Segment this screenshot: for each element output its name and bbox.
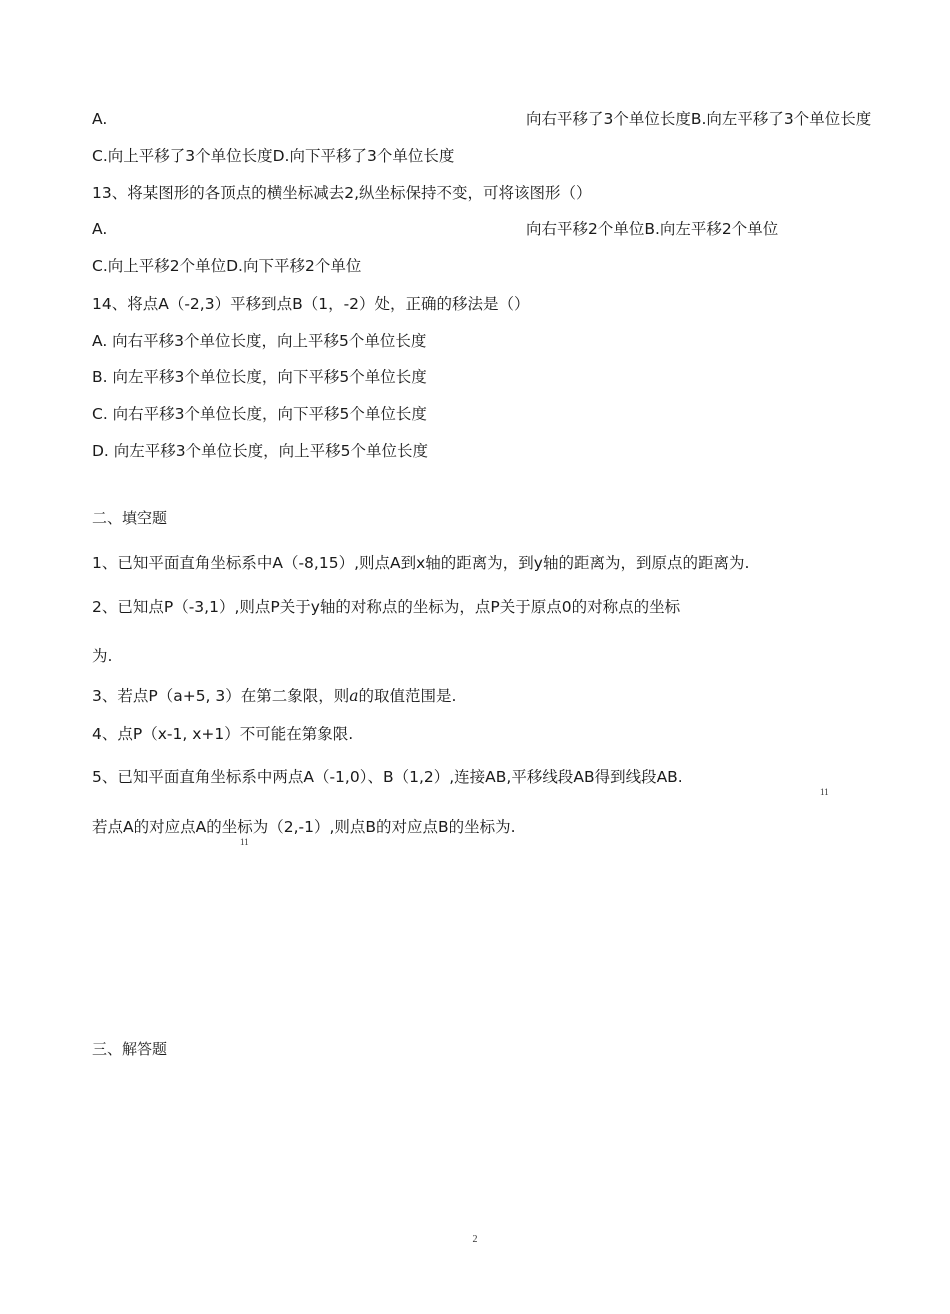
q14-option-b: B. 向左平移3个单位长度，向下平移5个单位长度: [92, 368, 427, 386]
variable-a: a: [349, 687, 359, 705]
section-title-answer: 三、解答题: [92, 1040, 168, 1058]
q13-option-a-label: A.: [92, 220, 108, 238]
q12-option-row-cd: C.向上平移了3个单位长度D.向下平移了3个单位长度: [92, 147, 455, 165]
fill-question-5-line2: 若点A的对应点A的坐标为（2,-1）,则点B的对应点B的坐标为.: [92, 818, 516, 836]
fill-question-1: 1、已知平面直角坐标系中A（-8,15）,则点A到x轴的距离为，到y轴的距离为，到原点的距离为.: [92, 554, 750, 572]
fill-question-3-after: 的取值范围是.: [358, 687, 457, 705]
q14-option-d: D. 向左平移3个单位长度，向上平移5个单位长度: [92, 442, 429, 460]
subscript-marker-1: 11: [820, 787, 829, 797]
section-title-fill-in: 二、填空题: [92, 509, 168, 527]
q13-stem: 13、将某图形的各顶点的横坐标减去2,纵坐标保持不变，可将该图形（）: [92, 184, 592, 202]
fill-question-5-line1: 5、已知平面直角坐标系中两点A（-1,0）、B（1,2）,连接AB,平移线段AB得到线段AB.: [92, 768, 683, 786]
q14-option-a: A. 向右平移3个单位长度，向上平移5个单位长度: [92, 332, 427, 350]
subscript-marker-2: 11: [240, 837, 249, 847]
q12-option-ab-text: 向右平移了3个单位长度B.向左平移了3个单位长度: [526, 110, 872, 128]
q13-option-row-cd: C.向上平移2个单位D.向下平移2个单位: [92, 257, 362, 275]
fill-question-2-line2: 为.: [92, 647, 113, 665]
fill-question-4: 4、点P（x-1, x+1）不可能在第象限.: [92, 725, 354, 743]
q13-option-ab-text: 向右平移2个单位B.向左平移2个单位: [526, 220, 779, 238]
q14-stem: 14、将点A（-2,3）平移到点B（1，-2）处，正确的移法是（）: [92, 295, 530, 313]
fill-question-3-before: 3、若点P（a+5, 3）在第二象限，则: [92, 687, 350, 705]
page-number: 2: [472, 1234, 478, 1245]
fill-question-3: [92, 686, 456, 706]
q12-option-a-label: A.: [92, 110, 108, 128]
q12-option-row-ab: [92, 109, 872, 129]
q14-option-c: C. 向右平移3个单位长度，向下平移5个单位长度: [92, 405, 427, 423]
fill-question-2-line1: 2、已知点P（-3,1）,则点P关于y轴的对称点的坐标为，点P关于原点0的对称点的坐标: [92, 598, 681, 616]
q13-option-row-ab: [92, 219, 779, 239]
